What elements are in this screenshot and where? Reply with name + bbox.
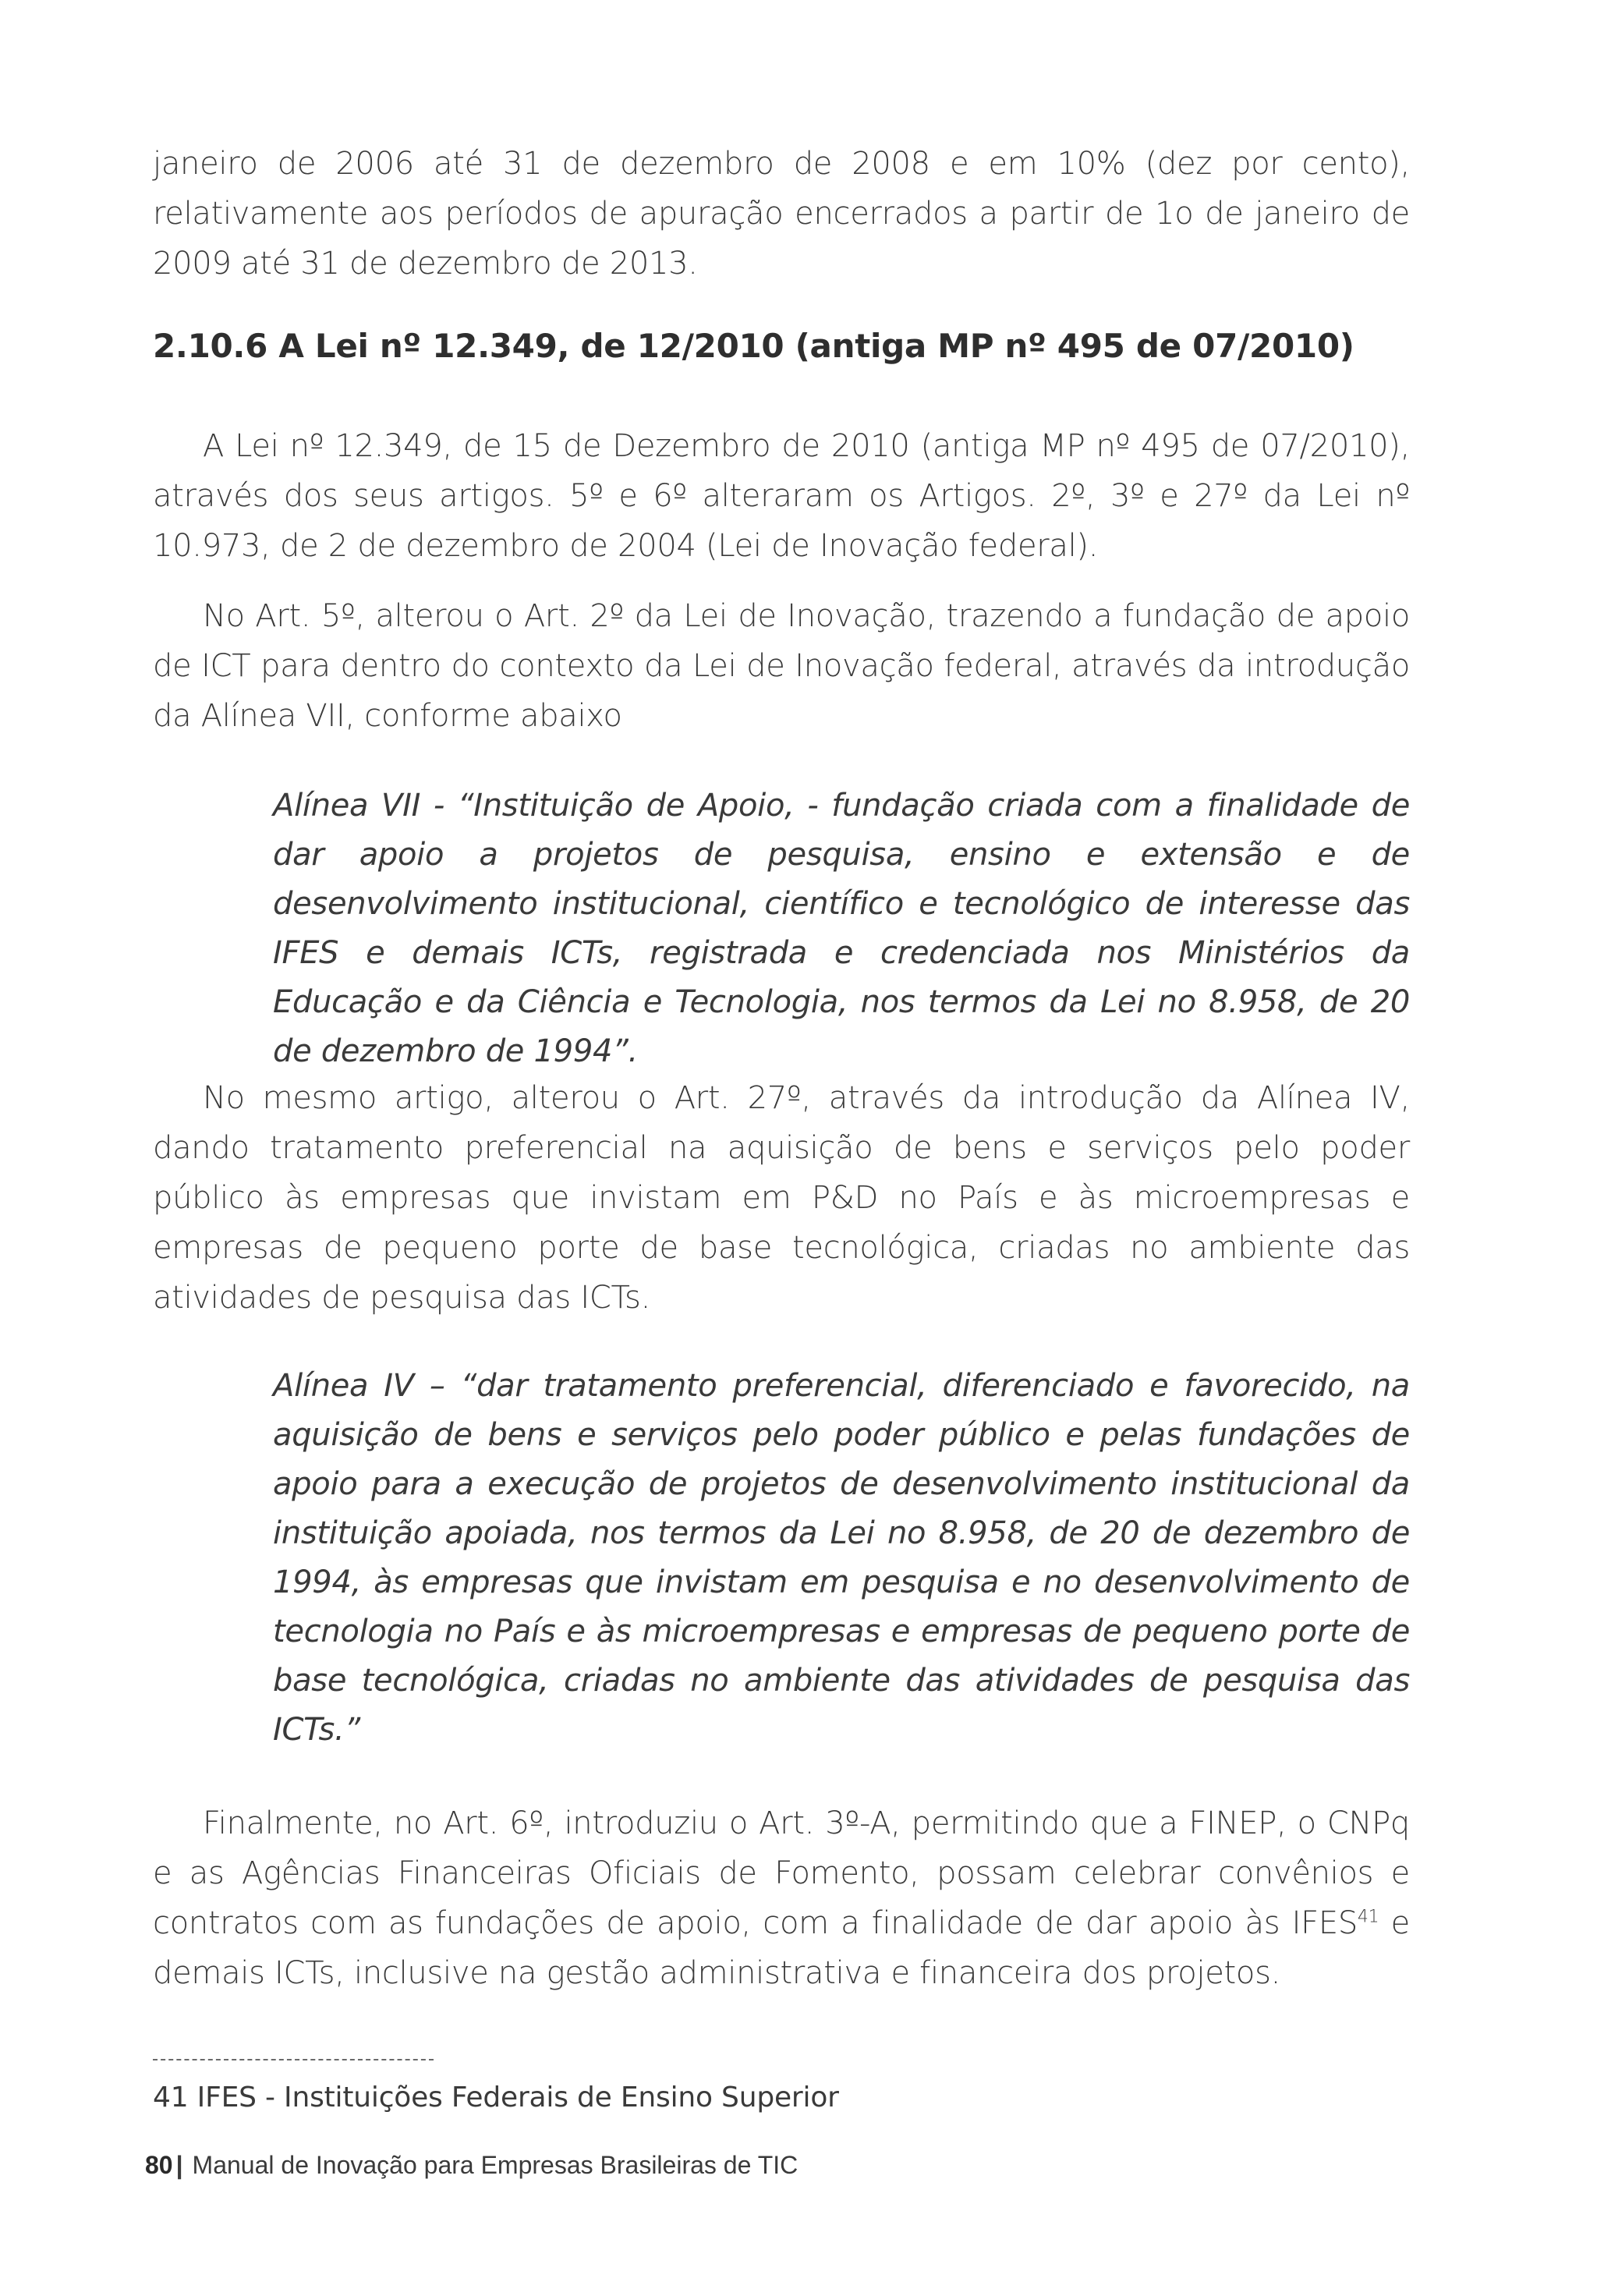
paragraph-art-6 bbox=[153, 1798, 1410, 1998]
page-footer bbox=[145, 2146, 798, 2184]
paragraph-text-part: e demais ICTs, inclusive na gestão administrativa e financeira dos projetos. bbox=[153, 1905, 1410, 1991]
footnote-reference[interactable]: 41 bbox=[1357, 1907, 1379, 1927]
paragraph-lei-12349 bbox=[153, 421, 1410, 571]
blockquote-alinea-vii: Alínea VII - “Instituição de Apoio, - fundação criada com a finalidade de dar apoio a projetos de pesquisa, ensino e extensão e de desenvolvimento institucional, científico e tecnológico de interesse das IFES e demais ICTs, registrada e credenciada nos Ministérios da Educação e da Ciência e Tecnologia, nos termos da Lei no 8.958, de 20 de dezembro de 1994”. bbox=[273, 788, 1410, 1069]
book-title: Manual de Inovação para Empresas Brasileiras de TIC bbox=[192, 2151, 798, 2179]
paragraph-text-part: Finalmente, no Art. 6º, introduziu o Art. 3º-A, permitindo que a FINEP, o CNPq e as Agências Financeiras Oficiais de Fomento, possam celebrar convênios e contratos com as fundações de apoio, com a finalidade de dar apoio às IFES bbox=[153, 1805, 1410, 1941]
paragraph-art-27 bbox=[153, 1073, 1410, 1323]
footnote-divider bbox=[153, 2059, 434, 2060]
paragraph-text: A Lei nº 12.349, de 15 de Dezembro de 2010 (antiga MP nº 495 de 07/2010), através dos seus artigos. 5º e 6º alteraram os Artigos. 2º, 3º e 27º da Lei nº 10.973, de 2 de dezembro de 2004 (Lei de Inovação federal). bbox=[153, 428, 1410, 564]
blockquote-alinea-iv: Alínea IV – “dar tratamento preferencial, diferenciado e favorecido, na aquisição de bens e serviços pelo poder público e pelas fundações de apoio para a execução de projetos de desenvolvimento institucional da instituição apoiada, nos termos da Lei no 8.958, de 20 de dezembro de 1994, às empresas que invistam em pesquisa e no desenvolvimento de tecnologia no País e às microempresas e empresas de pequeno porte de base tecnológica, criadas no ambiente das atividades de pesquisa das ICTs.” bbox=[273, 1368, 1410, 1748]
paragraph-text: No mesmo artigo, alterou o Art. 27º, através da introdução da Alínea IV, dando tratamento preferencial na aquisição de bens e serviços pelo poder público às empresas que invistam em P&D no País e às microempresas e empresas de pequeno porte de base tecnológica, criadas no ambiente das atividades de pesquisa das ICTs. bbox=[153, 1080, 1410, 1316]
section-heading: 2.10.6 A Lei nº 12.349, de 12/2010 (antiga MP nº 495 de 07/2010) bbox=[153, 327, 1354, 365]
paragraph-text: janeiro de 2006 até 31 de dezembro de 2008 e em 10% (dez por cento), relativamente aos períodos de apuração encerrados a partir de 1o de janeiro de 2009 até 31 de dezembro de 2013. bbox=[153, 146, 1410, 282]
page-number: 80 bbox=[145, 2151, 173, 2179]
footer-separator: | bbox=[175, 2151, 183, 2179]
paragraph-text: No Art. 5º, alterou o Art. 2º da Lei de Inovação, trazendo a fundação de apoio de ICT para dentro do contexto da Lei de Inovação federal, através da introdução da Alínea VII, conforme abaixo bbox=[153, 598, 1410, 734]
footnote-41: 41 IFES - Instituições Federais de Ensino Superior bbox=[153, 2082, 839, 2114]
paragraph-text bbox=[153, 1798, 1410, 1998]
paragraph-art-5 bbox=[153, 591, 1410, 741]
paragraph-continuation bbox=[153, 139, 1410, 289]
